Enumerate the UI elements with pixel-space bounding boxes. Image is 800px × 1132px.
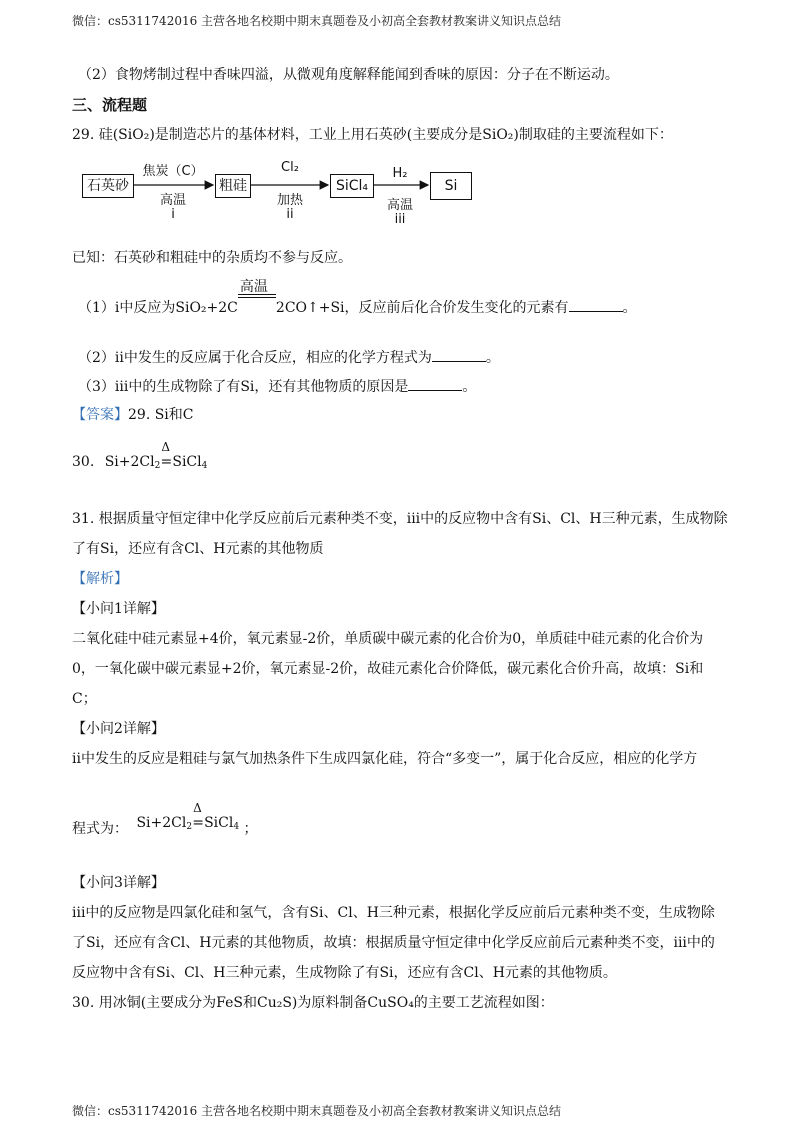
q29-stem: 29. 硅(SiO₂)是制造芯片的基体材料，工业上用石英砂(主要成分是SiO₂)制取硅的主要流程如下： bbox=[72, 127, 673, 143]
answer-31-line1: 31. 根据质量守恒定律中化学反应前后元素种类不变，iii中的反应物中含有Si、Cl、H三种元素，生成物除 bbox=[72, 511, 728, 527]
q29-sub1-end: 。 bbox=[622, 300, 637, 316]
q29-sub1 bbox=[78, 279, 637, 317]
answer-line bbox=[72, 404, 194, 424]
page-footer: 微信：cs5311742016 主营各地名校期中期末真题卷及小初高全套教材教案讲义知识点总结 bbox=[72, 1104, 562, 1118]
flow-arrow1-top: 焦炭（C） bbox=[142, 164, 204, 179]
section-title: 三、流程题 bbox=[72, 96, 148, 114]
flow-arrow1-step: i bbox=[171, 207, 175, 222]
analysis-s2-title: 【小问2详解】 bbox=[72, 721, 165, 737]
eq1-right: SiCl bbox=[172, 454, 202, 470]
q29-known: 已知：石英砂和粗硅中的杂质均不参与反应。 bbox=[72, 250, 352, 266]
equation-1 bbox=[104, 440, 208, 471]
eq1-condition: Δ = bbox=[160, 440, 173, 470]
analysis-s3-line2: 了Si，还应有含Cl、H元素的其他物质，故填：根据质量守恒定律中化学反应前后元素种类不变，iii中的 bbox=[72, 935, 715, 951]
q30-next-stem: 30. 用冰铜(主要成分为FeS和Cu₂S)为原料制备CuSO₄的主要工艺流程如图： bbox=[72, 995, 554, 1011]
analysis-s2-pre: 程式为： bbox=[72, 821, 128, 837]
reaction-condition-text: 高温 bbox=[239, 279, 268, 295]
flow-box-si: Si bbox=[430, 172, 472, 200]
page-header: 微信：cs5311742016 主营各地名校期中期末真题卷及小初高全套教材教案讲义知识点总结 bbox=[72, 14, 562, 28]
flow-arrow1-bottom: 高温 bbox=[159, 193, 186, 208]
flow-arrow3-top: H₂ bbox=[392, 166, 408, 181]
answer-blank-2 bbox=[432, 349, 486, 362]
analysis-s2-line1: ii中发生的反应是粗硅与氯气加热条件下生成四氯化硅，符合“多变一”，属于化合反应，相应的化学方 bbox=[72, 751, 698, 767]
answer-31-line2: 了有Si，还应有含Cl、H元素的其他物质 bbox=[72, 541, 324, 557]
eq2-condition: Δ = bbox=[192, 801, 204, 831]
analysis-s1-line2: 0，一氧化碳中碳元素显+2价，氧元素显-2价，故硅元素化合价降低，碳元素化合价升高，故填：Si和 bbox=[72, 661, 704, 677]
q29-sub1-pre: （1）i中反应为SiO₂+2C bbox=[78, 300, 238, 316]
eq2-left: Si+2Cl bbox=[136, 815, 187, 831]
answer-tag: 【答案】 bbox=[72, 407, 128, 423]
q29-sub3 bbox=[78, 376, 476, 396]
reaction-condition bbox=[238, 279, 276, 312]
eq2-sub2: 4 bbox=[233, 822, 240, 832]
analysis-tag: 【解析】 bbox=[72, 571, 128, 587]
analysis-s2-end: ； bbox=[243, 821, 258, 837]
q29-sub2-text: （2）ii中发生的反应属于化合反应，相应的化学方程式为 bbox=[78, 350, 432, 366]
analysis-s1-line3: C； bbox=[72, 691, 97, 707]
analysis-s1-line1: 二氧化硅中硅元素显+4价，氧元素显-2价，单质碳中碳元素的化合价为0，单质硅中硅元素的化合价为 bbox=[72, 631, 704, 647]
analysis-s3-line3: 反应物中含有Si、Cl、H三种元素，生成物除了有Si，还应有含Cl、H元素的其他物质。 bbox=[72, 965, 617, 981]
equation-2 bbox=[136, 801, 243, 832]
eq1-cond-text: Δ bbox=[161, 440, 171, 454]
flow-arrow3-step: iii bbox=[394, 212, 406, 227]
eq2-right: SiCl bbox=[204, 815, 234, 831]
answer-29: 29. Si和C bbox=[128, 407, 194, 423]
flow-arrow2-step: ii bbox=[286, 207, 294, 222]
analysis-s3-line1: iii中的反应物是四氯化硅和氢气，含有Si、Cl、H三种元素，根据化学反应前后元素种类不变，生成物除 bbox=[72, 905, 715, 921]
q29-sub2-end: 。 bbox=[485, 350, 500, 366]
flow-arrow2-top: Cl₂ bbox=[281, 160, 299, 175]
flow-arrow2-bottom: 加热 bbox=[276, 193, 303, 208]
intro-line: （2）食物烤制过程中香味四溢，从微观角度解释能闻到香味的原因：分子在不断运动。 bbox=[78, 67, 619, 83]
flow-arrow3-bottom: 高温 bbox=[386, 198, 413, 213]
q29-sub3-end: 。 bbox=[462, 379, 477, 395]
q29-sub3-text: （3）iii中的生成物除了有Si，还有其他物质的原因是 bbox=[78, 379, 409, 395]
eq1-sub1: 2 bbox=[154, 461, 161, 471]
analysis-s3-title: 【小问3详解】 bbox=[72, 875, 165, 891]
analysis-s2-line2 bbox=[72, 801, 258, 838]
flow-box-sicl4: SiCl₄ bbox=[330, 174, 374, 198]
flow-box-crude-si: 粗硅 bbox=[215, 174, 251, 198]
eq2-cond-text: Δ bbox=[193, 801, 202, 815]
flow-box-quartz: 石英砂 bbox=[82, 174, 134, 198]
answer-blank-1 bbox=[569, 299, 623, 312]
eq1-sub2: 4 bbox=[201, 461, 208, 471]
answer-30-num: 30. bbox=[72, 454, 95, 470]
analysis-s1-title: 【小问1详解】 bbox=[72, 601, 165, 617]
eq1-left: Si+2Cl bbox=[104, 454, 155, 470]
eq2-sub1: 2 bbox=[186, 822, 193, 832]
answer-blank-3 bbox=[408, 378, 462, 391]
q29-sub1-post: 2CO↑+Si，反应前后化合价发生变化的元素有 bbox=[275, 300, 569, 316]
q29-sub2 bbox=[78, 347, 500, 367]
answer-30 bbox=[72, 440, 208, 471]
